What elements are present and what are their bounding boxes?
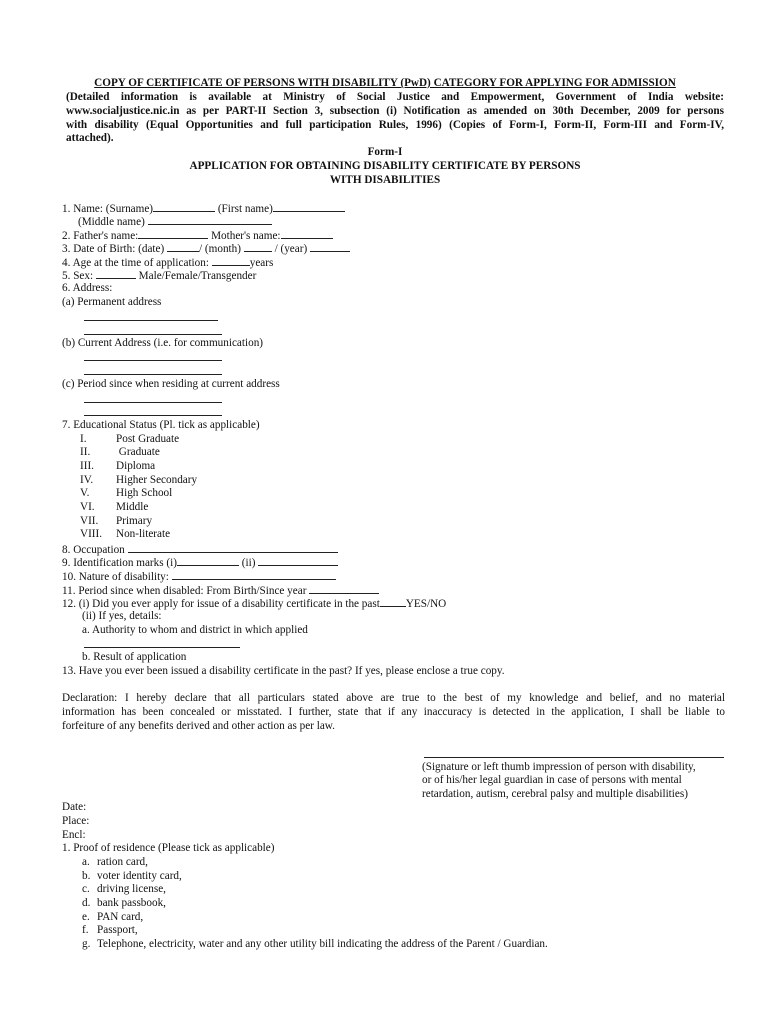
occupation-label: 8. Occupation (62, 544, 125, 556)
dob-date-label: 3. Date of Birth: (date) (62, 243, 165, 255)
place-label: Place: (62, 815, 90, 827)
father-name-label: 2. Father's name: (62, 230, 139, 242)
first-name-label: (First name) (217, 203, 273, 215)
proof-option[interactable]: f. Passport, (82, 924, 138, 936)
proof-option[interactable]: a. ration card, (82, 856, 148, 868)
education-option[interactable]: VII. Primary (80, 515, 153, 527)
dob-month-label: / (month) (199, 243, 241, 255)
result-label: b. Result of application (82, 651, 187, 663)
mother-name-label: Mother's name: (211, 230, 281, 242)
info-note-line-1: (Detailed information is available at Ministry of Social Justice and Empowerment, Government of India website: (66, 91, 724, 103)
identification-mark-1-label: 9. Identification marks (i) (62, 557, 177, 569)
form-title-line-2: WITH DISABILITIES (329, 174, 441, 186)
document-title: COPY OF CERTIFICATE OF PERSONS WITH DISABILITY (PwD) CATEGORY FOR APPLYING FOR ADMISSION (94, 77, 676, 89)
dob-year-label: / (year) (274, 243, 308, 255)
age-label: 4. Age at the time of application: (62, 257, 209, 269)
authority-input-line[interactable] (84, 647, 240, 648)
info-note-line-4: attached). (66, 132, 114, 144)
declaration-line-2: information has been concealed or misstated. I further, state that if any inaccuracy is detected in the application, I shall be liable to (62, 706, 725, 718)
info-note-line-2: www.socialjustice.nic.in as per PART-II Section 3, subsection (i) Notification as amended on 30th December, 2009 for persons (66, 105, 724, 117)
sex-input[interactable] (96, 268, 136, 279)
education-option[interactable]: III. Diploma (80, 460, 156, 472)
prior-application-label: 12. (i) Did you ever apply for issue of a disability certificate in the past (62, 598, 380, 610)
current-address-line-1[interactable] (84, 360, 222, 361)
identification-mark-2-input[interactable] (258, 555, 338, 566)
form-title-line-1: APPLICATION FOR OBTAINING DISABILITY CERTIFICATE BY PERSONS (189, 160, 581, 172)
proof-option[interactable]: d. bank passbook, (82, 897, 166, 909)
proof-option[interactable]: e. PAN card, (82, 911, 144, 923)
period-disabled-label: 11. Period since when disabled: From Birth/Since year (62, 585, 307, 597)
identification-mark-2-label: (ii) (241, 557, 256, 569)
permanent-address-line-2[interactable] (84, 334, 222, 335)
educational-status-label: 7. Educational Status (Pl. tick as applicable) (62, 419, 260, 431)
father-name-input[interactable] (138, 228, 208, 239)
dob-date-input[interactable] (167, 241, 199, 252)
previous-certificate-label: 13. Have you ever been issued a disability certificate in the past? If yes, please enclose a true copy. (62, 665, 505, 677)
dob-year-input[interactable] (310, 241, 350, 252)
nature-of-disability-label: 10. Nature of disability: (62, 571, 169, 583)
signature-line[interactable] (424, 757, 724, 758)
education-option[interactable]: VIII. Non-literate (80, 528, 171, 540)
current-address-label: (b) Current Address (i.e. for communication) (62, 337, 264, 349)
permanent-address-line-1[interactable] (84, 320, 218, 321)
declaration-line-1: Declaration: I hereby declare that all particulars stated above are true to the best of my knowledge and belief, and no material (62, 692, 725, 704)
middle-name-label: (Middle name) (78, 216, 145, 228)
proof-option[interactable]: g. Telephone, electricity, water and any other utility bill indicating the address of the Parent / Guardian. (82, 938, 548, 950)
authority-label: a. Authority to whom and district in which applied (82, 624, 308, 636)
education-option[interactable]: IV. Higher Secondary (80, 474, 198, 486)
surname-label: 1. Name: (Surname) (62, 203, 154, 215)
middle-name-input[interactable] (148, 214, 272, 225)
age-input[interactable] (212, 255, 250, 266)
dob-month-input[interactable] (244, 241, 272, 252)
residence-period-line-2[interactable] (84, 415, 222, 416)
education-option[interactable]: V. High School (80, 487, 173, 499)
age-unit: years (249, 257, 274, 269)
sex-label: 5. Sex: (62, 270, 94, 282)
date-label: Date: (62, 801, 87, 813)
period-disabled-input[interactable] (309, 583, 379, 594)
signature-caption-line-2: or of his/her legal guardian in case of persons with mental (422, 774, 682, 786)
current-address-line-2[interactable] (84, 374, 222, 375)
residence-period-label: (c) Period since when residing at current address (62, 378, 280, 390)
signature-caption-line-1: (Signature or left thumb impression of person with disability, (422, 761, 696, 773)
if-yes-details-label: (ii) If yes, details: (82, 610, 162, 622)
info-note-line-3: with disability (Equal Opportunities and full participation Rules, 1996) (Copies of Form-I, Form-II, Form-III and Form-IV, (66, 119, 724, 131)
declaration-line-3: forfeiture of any benefits derived and other action as per law. (62, 720, 335, 732)
surname-input[interactable] (153, 201, 215, 212)
prior-application-input[interactable] (380, 596, 406, 607)
proof-option[interactable]: b. voter identity card, (82, 870, 182, 882)
first-name-input[interactable] (273, 201, 345, 212)
form-label: Form-I (367, 146, 403, 158)
proof-of-residence-label: 1. Proof of residence (Please tick as applicable) (62, 842, 275, 854)
mother-name-input[interactable] (281, 228, 333, 239)
residence-period-line-1[interactable] (84, 402, 222, 403)
enclosures-label: Encl: (62, 829, 86, 841)
nature-of-disability-input[interactable] (172, 569, 336, 580)
signature-caption-line-3: retardation, autism, cerebral palsy and multiple disabilities) (422, 788, 688, 800)
occupation-input[interactable] (128, 542, 338, 553)
education-option[interactable]: VI. Middle (80, 501, 149, 513)
sex-options: Male/Female/Transgender (138, 270, 257, 282)
address-label: 6. Address: (62, 282, 113, 294)
education-option[interactable]: I. Post Graduate (80, 433, 180, 445)
proof-option[interactable]: c. driving license, (82, 883, 166, 895)
education-option[interactable]: II. Graduate (80, 446, 160, 458)
identification-mark-1-input[interactable] (177, 555, 239, 566)
prior-application-options: YES/NO (405, 598, 447, 610)
permanent-address-label: (a) Permanent address (62, 296, 162, 308)
